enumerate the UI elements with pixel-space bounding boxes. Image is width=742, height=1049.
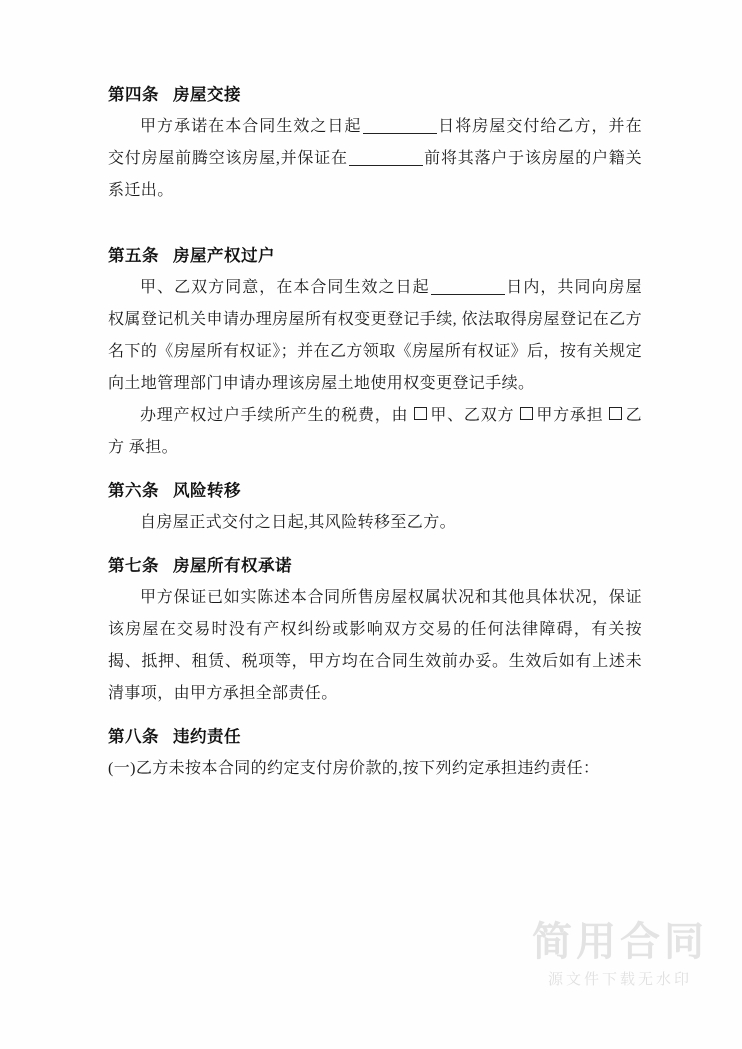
section-title: 房屋产权过户 xyxy=(173,246,275,265)
fill-in-blank[interactable] xyxy=(363,133,437,134)
section-number: 第六条 xyxy=(108,481,159,500)
watermark-main-text: 简用合同 xyxy=(532,920,708,964)
fill-in-blank[interactable] xyxy=(349,165,423,166)
section-paragraph xyxy=(108,507,642,539)
section-number: 第五条 xyxy=(108,246,159,265)
section-heading xyxy=(108,78,642,111)
document-body xyxy=(108,78,642,795)
section-spacer xyxy=(108,787,642,795)
section-heading xyxy=(108,239,642,272)
section-spacer xyxy=(108,541,642,549)
section-spacer xyxy=(108,209,642,239)
section-number: 第八条 xyxy=(108,727,159,746)
checkbox-option[interactable] xyxy=(609,407,622,420)
checkbox-option[interactable] xyxy=(520,407,533,420)
section-number: 第四条 xyxy=(108,85,159,104)
paragraph-text: 甲、乙双方同意，在本合同生效之日起 xyxy=(140,279,430,296)
watermark-sub-text: 源文件下载无水印 xyxy=(547,971,692,988)
section-paragraph xyxy=(108,753,642,785)
document-section xyxy=(108,78,642,207)
section-title: 风险转移 xyxy=(173,481,241,500)
section-paragraph xyxy=(108,400,642,464)
section-paragraph xyxy=(108,582,642,710)
section-title: 违约责任 xyxy=(173,727,241,746)
section-heading xyxy=(108,549,642,582)
document-section xyxy=(108,549,642,710)
document-section xyxy=(108,239,642,464)
fill-in-blank[interactable] xyxy=(431,294,505,295)
paragraph-text: 甲、乙双方 xyxy=(430,407,519,424)
document-section xyxy=(108,720,642,785)
watermark xyxy=(532,920,708,989)
checkbox-option[interactable] xyxy=(414,407,427,420)
paragraph-text: 乙方 承担。 xyxy=(108,407,642,456)
section-heading xyxy=(108,720,642,753)
paragraph-text: 甲方承诺在本合同生效之日起 xyxy=(140,118,362,135)
section-paragraph xyxy=(108,111,642,207)
section-number: 第七条 xyxy=(108,556,159,575)
section-paragraph xyxy=(108,272,642,400)
section-spacer xyxy=(108,466,642,474)
section-title: 房屋交接 xyxy=(173,85,241,104)
section-spacer xyxy=(108,712,642,720)
section-title: 房屋所有权承诺 xyxy=(173,556,292,575)
paragraph-text: 办理产权过户手续所产生的税费，由 xyxy=(140,407,414,424)
paragraph-text: 甲方保证已如实陈述本合同所售房屋权属状况和其他具体状况，保证该房屋在交易时没有产权纠纷或影响双方交易的任何法律障碍，有关按揭、抵押、租赁、税项等，甲方均在合同生效前办妥。生效后如有上述未清事项，由甲方承担全部责任。 xyxy=(108,589,642,702)
paragraph-text: (一)乙方未按本合同的约定支付房价款的,按下列约定承担违约责任： xyxy=(108,760,600,777)
paragraph-text: 日将房屋交付给乙方，并在交付房屋前腾空该房屋,并保证在 xyxy=(108,118,642,167)
section-heading xyxy=(108,474,642,507)
paragraph-text: 自房屋正式交付之日起,其风险转移至乙方。 xyxy=(140,514,457,531)
paragraph-text: 甲方承担 xyxy=(536,407,609,424)
paragraph-text: 前将其落户于该房屋的户籍关系迁出。 xyxy=(108,150,642,199)
document-section xyxy=(108,474,642,539)
paragraph-text: 日内，共同向房屋权属登记机关申请办理房屋所有权变更登记手续, 依法取得房屋登记在乙方名下的《房屋所有权证》；并在乙方领取《房屋所有权证》后，按有关规定向土地管理部门申请办理该房屋土地使用权变更登记手续。 xyxy=(108,279,642,392)
